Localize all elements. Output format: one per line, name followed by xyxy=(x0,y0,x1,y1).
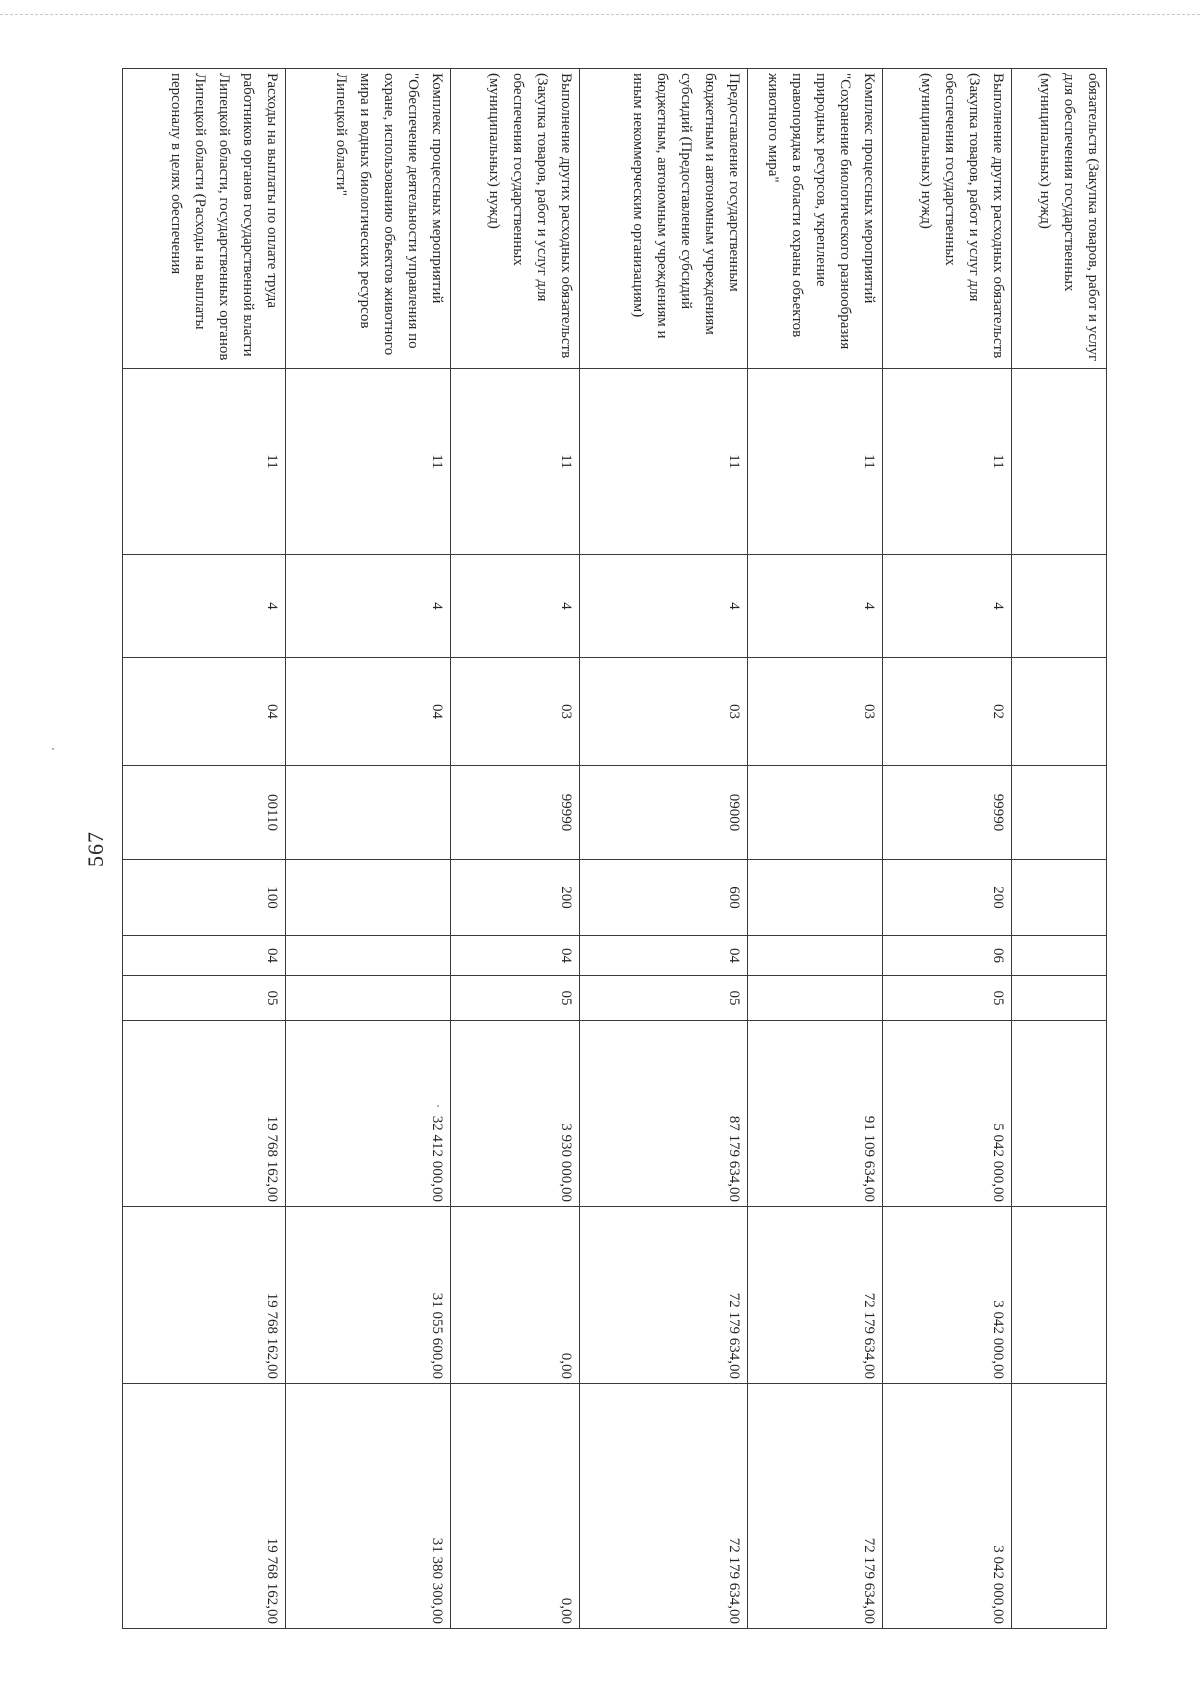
subsection-code: 04 xyxy=(285,658,450,766)
subprogram-code: 05 xyxy=(882,976,1012,1021)
amount-year-3: 19 768 162,00 xyxy=(123,1384,286,1629)
subsection-code xyxy=(1012,658,1107,766)
target-code xyxy=(747,766,882,860)
subprogram-code: 05 xyxy=(123,976,286,1021)
section-code: 4 xyxy=(450,555,580,658)
target-code: 09000 xyxy=(580,766,747,860)
table-row xyxy=(1012,69,1107,1629)
amount-year-1: 3 930 000,00 xyxy=(450,1021,580,1207)
amount-year-3: 31 380 300,00 xyxy=(285,1384,450,1629)
scan-speck xyxy=(52,748,54,750)
table-row xyxy=(882,69,1012,1629)
amount-year-3: 0,00 xyxy=(450,1384,580,1629)
ministry-code: 11 xyxy=(450,369,580,555)
target-code: 99990 xyxy=(882,766,1012,860)
section-code: 4 xyxy=(747,555,882,658)
amount-year-1 xyxy=(1012,1021,1107,1207)
page-number: 567 xyxy=(83,831,108,867)
target-code: 99990 xyxy=(450,766,580,860)
row-name: Расходы на выплаты по оплате труда работников органов государственной власти Липецкой области, государственных органов Липецкой области (Расходы на выплаты персоналу в целях обеспечения xyxy=(123,69,286,369)
amount-year-1: 91 109 634,00 xyxy=(747,1021,882,1207)
table-row xyxy=(580,69,747,1629)
subprogram-code xyxy=(285,976,450,1021)
expense-type-code xyxy=(285,860,450,936)
subsection-code: 02 xyxy=(882,658,1012,766)
scan-edge-line xyxy=(0,14,1200,15)
target-code: 00110 xyxy=(123,766,286,860)
subsection-code: 03 xyxy=(747,658,882,766)
expense-type-code xyxy=(1012,860,1107,936)
ministry-code: 11 xyxy=(882,369,1012,555)
table-body xyxy=(123,69,1107,1629)
row-name: Комплекс процессных мероприятий "Обеспечение деятельности управления по охране, использованию объектов животного мира и водных биологических ресурсов Липецкой области" xyxy=(285,69,450,369)
ministry-code: 11 xyxy=(123,369,286,555)
subsection-code: 03 xyxy=(450,658,580,766)
section-code: 4 xyxy=(882,555,1012,658)
program-code xyxy=(747,936,882,976)
amount-year-2: 0,00 xyxy=(450,1207,580,1384)
budget-table xyxy=(122,68,1107,1629)
ministry-code: 11 xyxy=(580,369,747,555)
ministry-code xyxy=(1012,369,1107,555)
program-code xyxy=(1012,936,1107,976)
budget-table-rotated xyxy=(122,68,1107,1628)
subprogram-code xyxy=(1012,976,1107,1021)
section-code: 4 xyxy=(123,555,286,658)
table-row xyxy=(285,69,450,1629)
amount-year-2: 19 768 162,00 xyxy=(123,1207,286,1384)
ministry-code: 11 xyxy=(285,369,450,555)
expense-type-code: 100 xyxy=(123,860,286,936)
program-code: 04 xyxy=(580,936,747,976)
table-row xyxy=(747,69,882,1629)
subprogram-code: 05 xyxy=(580,976,747,1021)
amount-year-3: 72 179 634,00 xyxy=(580,1384,747,1629)
section-code xyxy=(1012,555,1107,658)
table-row xyxy=(123,69,286,1629)
subprogram-code xyxy=(747,976,882,1021)
section-code: 4 xyxy=(580,555,747,658)
expense-type-code xyxy=(747,860,882,936)
section-code: 4 xyxy=(285,555,450,658)
target-code xyxy=(1012,766,1107,860)
amount-year-2: 72 179 634,00 xyxy=(747,1207,882,1384)
amount-year-2 xyxy=(1012,1207,1107,1384)
amount-year-1: 87 179 634,00 xyxy=(580,1021,747,1207)
subprogram-code: 05 xyxy=(450,976,580,1021)
program-code: 06 xyxy=(882,936,1012,976)
amount-year-3 xyxy=(1012,1384,1107,1629)
amount-year-1: 5 042 000,00 xyxy=(882,1021,1012,1207)
amount-year-2: 3 042 000,00 xyxy=(882,1207,1012,1384)
row-name: обязательств (Закупка товаров, работ и услуг для обеспечения государственных (муниципальных) нужд) xyxy=(1012,69,1107,369)
program-code xyxy=(285,936,450,976)
amount-year-2: 31 055 600,00 xyxy=(285,1207,450,1384)
amount-year-1: 19 768 162,00 xyxy=(123,1021,286,1207)
row-name: Комплекс процессных мероприятий "Сохранение биологического разнообразия природных ресурсов, укрепление правопорядка в области охраны объектов животного мира" xyxy=(747,69,882,369)
expense-type-code: 200 xyxy=(450,860,580,936)
subsection-code: 03 xyxy=(580,658,747,766)
ministry-code: 11 xyxy=(747,369,882,555)
row-name: Выполнение других расходных обязательств (Закупка товаров, работ и услуг для обеспечения государственных (муниципальных) нужд) xyxy=(450,69,580,369)
row-name: Предоставление государственным бюджетным и автономным учреждениям субсидий (Предоставление субсидий бюджетным, автономным учреждениям и иным некоммерческим организациям) xyxy=(580,69,747,369)
expense-type-code: 600 xyxy=(580,860,747,936)
program-code: 04 xyxy=(123,936,286,976)
amount-year-2: 72 179 634,00 xyxy=(580,1207,747,1384)
amount-year-1: 32 412 000,00 xyxy=(285,1021,450,1207)
subsection-code: 04 xyxy=(123,658,286,766)
amount-year-3: 3 042 000,00 xyxy=(882,1384,1012,1629)
program-code: 04 xyxy=(450,936,580,976)
amount-year-3: 72 179 634,00 xyxy=(747,1384,882,1629)
expense-type-code: 200 xyxy=(882,860,1012,936)
target-code xyxy=(285,766,450,860)
table-row xyxy=(450,69,580,1629)
row-name: Выполнение других расходных обязательств (Закупка товаров, работ и услуг для обеспечения государственных (муниципальных) нужд) xyxy=(882,69,1012,369)
